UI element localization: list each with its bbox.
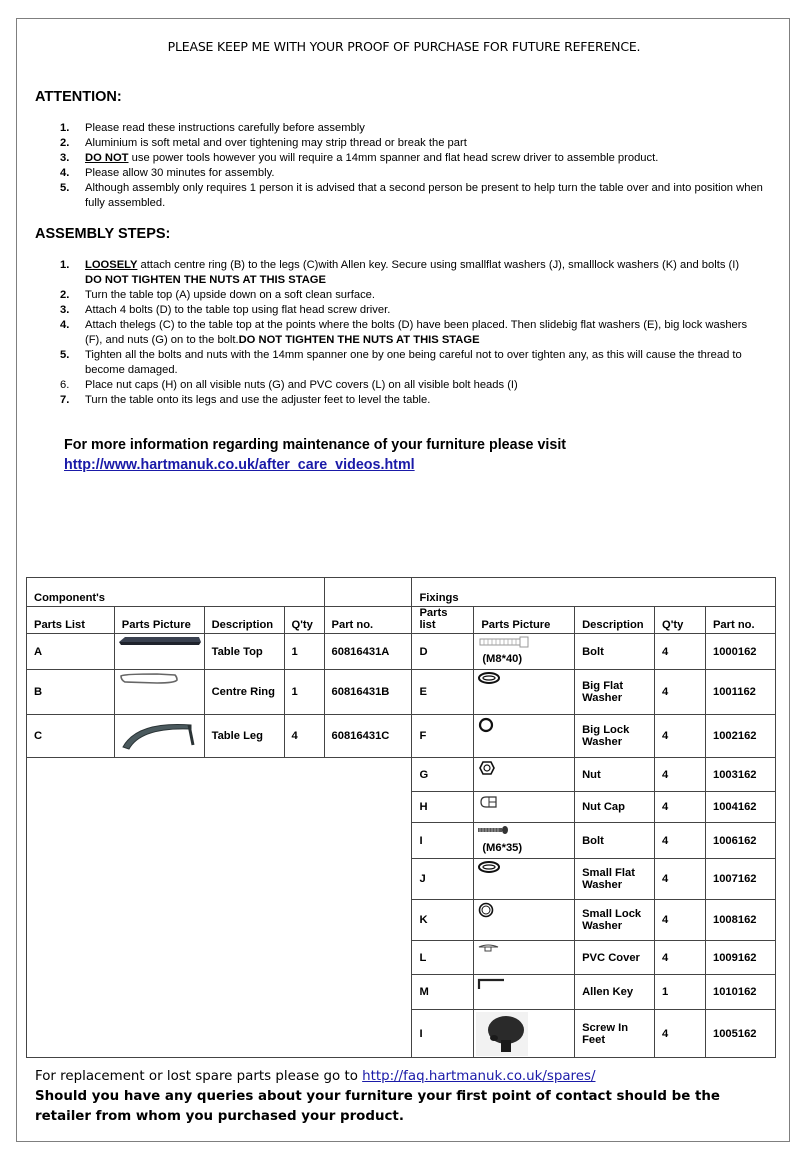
part-id: B bbox=[27, 670, 115, 715]
item-text: Please read these instructions carefully before assembly bbox=[85, 122, 365, 134]
step-number: 2. bbox=[60, 289, 70, 301]
step-text: Place nut caps (H) on all visible nuts (G) and PVC covers (L) on all visible bolt heads (I) bbox=[85, 379, 518, 391]
pvc-cover-icon bbox=[476, 943, 502, 955]
big-flat-washer-picture bbox=[474, 670, 575, 715]
fixing-id: J bbox=[412, 859, 474, 900]
bolt-icon bbox=[476, 636, 536, 648]
fixing-qty: 4 bbox=[655, 900, 706, 941]
big-lock-washer-picture bbox=[474, 715, 575, 758]
nut-icon bbox=[476, 760, 498, 778]
small-flat-washer-picture bbox=[474, 859, 575, 900]
table-row bbox=[27, 758, 776, 792]
part-id: A bbox=[27, 634, 115, 670]
fixing-qty: 4 bbox=[655, 715, 706, 758]
allen-key-icon bbox=[476, 977, 508, 991]
table-top-icon bbox=[117, 636, 203, 652]
header-parts-list: Parts list bbox=[412, 607, 474, 634]
contact-note: Should you have any queries about your furniture your first point of contact should be the retailer from whom you purchased your product. bbox=[35, 1089, 720, 1124]
attention-item bbox=[57, 151, 777, 166]
fixing-description: Nut Cap bbox=[575, 792, 655, 823]
item-number: 3. bbox=[60, 152, 70, 164]
flat-washer-icon bbox=[476, 861, 506, 875]
keep-note: PLEASE KEEP ME WITH YOUR PROOF OF PURCHASE FOR FUTURE REFERENCE. bbox=[167, 39, 641, 54]
step-number: 3. bbox=[60, 304, 70, 316]
table-row bbox=[27, 715, 776, 758]
spares-text: For replacement or lost spare parts please go to bbox=[35, 1069, 363, 1084]
part-description: Table Leg bbox=[204, 715, 284, 758]
step-text: Attach thelegs (C) to the table top at the points where the bolts (D) have been placed. Then slidebig flat washers (E), big lock washers (F), and nuts (G) on to the bolt. bbox=[85, 319, 748, 346]
assembly-step bbox=[57, 378, 767, 393]
fixing-id: E bbox=[412, 670, 474, 715]
pvc-cover-picture bbox=[474, 941, 575, 975]
fixing-id: I bbox=[412, 1010, 474, 1058]
step-number: 6. bbox=[60, 379, 70, 391]
fixing-qty: 4 bbox=[655, 670, 706, 715]
components-title: Component's bbox=[27, 578, 325, 607]
assembly-heading: ASSEMBLY STEPS: bbox=[35, 226, 171, 242]
nut-picture bbox=[474, 758, 575, 792]
fixing-qty: 4 bbox=[655, 941, 706, 975]
part-qty: 1 bbox=[284, 670, 324, 715]
maintenance-info bbox=[64, 435, 566, 475]
item-text: use power tools however you will require a 14mm spanner and flat head screw driver to assemble product. bbox=[128, 152, 659, 164]
assembly-step bbox=[57, 348, 767, 378]
header-qty: Q'ty bbox=[655, 607, 706, 634]
small-lock-washer-picture bbox=[474, 900, 575, 941]
table-leg-picture bbox=[114, 715, 204, 758]
step-number: 1. bbox=[60, 259, 70, 271]
flat-washer-icon bbox=[476, 672, 506, 686]
attention-heading: ATTENTION: bbox=[35, 89, 122, 105]
item-number: 4. bbox=[60, 167, 70, 179]
bolt-m6-picture bbox=[474, 823, 575, 859]
fixing-id: K bbox=[412, 900, 474, 941]
header-parts-picture: Parts Picture bbox=[114, 607, 204, 634]
fixing-qty: 4 bbox=[655, 859, 706, 900]
fixing-qty: 4 bbox=[655, 1010, 706, 1058]
fixing-id: M bbox=[412, 975, 474, 1010]
item-number: 2. bbox=[60, 137, 70, 149]
header-part-no: Part no. bbox=[324, 607, 412, 634]
fixing-description: PVC Cover bbox=[575, 941, 655, 975]
fixing-qty: 4 bbox=[655, 634, 706, 670]
screw-in-feet-picture bbox=[474, 1010, 575, 1058]
attention-item bbox=[57, 166, 777, 181]
bolt-m8-picture bbox=[474, 634, 575, 670]
part-description: Table Top bbox=[204, 634, 284, 670]
assembly-step bbox=[57, 288, 767, 303]
fixing-id: G bbox=[412, 758, 474, 792]
assembly-step bbox=[57, 303, 767, 318]
step-number: 4. bbox=[60, 319, 70, 331]
attention-item bbox=[57, 136, 777, 151]
fixing-description: Bolt bbox=[575, 823, 655, 859]
part-number: 60816431A bbox=[324, 634, 412, 670]
fixings-title: Fixings bbox=[412, 578, 776, 607]
assembly-step bbox=[57, 258, 767, 288]
item-number: 5. bbox=[60, 182, 70, 194]
part-number: 60816431C bbox=[324, 715, 412, 758]
after-care-link[interactable]: http://www.hartmanuk.co.uk/after_care_videos.html bbox=[64, 457, 415, 473]
bolt-size-label: (M6*35) bbox=[482, 842, 523, 854]
fixing-description: Small Lock Washer bbox=[575, 900, 655, 941]
assembly-step bbox=[57, 393, 767, 408]
fixing-description: Bolt bbox=[575, 634, 655, 670]
attention-list bbox=[57, 121, 777, 211]
header-description: Description bbox=[575, 607, 655, 634]
fixing-part-number: 1002162 bbox=[705, 715, 775, 758]
fixing-id: L bbox=[412, 941, 474, 975]
attention-item bbox=[57, 181, 777, 211]
step-text: attach centre ring (B) to the legs (C)with Allen key. Secure using smallflat washers (J), smalllock washers (K) and bolts (I) bbox=[137, 259, 740, 271]
fixing-part-number: 1010162 bbox=[705, 975, 775, 1010]
small-bolt-icon bbox=[476, 825, 516, 835]
fixing-qty: 1 bbox=[655, 975, 706, 1010]
centre-ring-icon bbox=[117, 672, 203, 690]
fixing-part-number: 1000162 bbox=[705, 634, 775, 670]
bolt-size-label: (M8*40) bbox=[482, 653, 523, 665]
fixing-description: Nut bbox=[575, 758, 655, 792]
nut-cap-picture bbox=[474, 792, 575, 823]
header-part-no: Part no. bbox=[705, 607, 775, 634]
fixing-part-number: 1005162 bbox=[705, 1010, 775, 1058]
step-warning: DO NOT TIGHTEN THE NUTS AT THIS STAGE bbox=[85, 274, 326, 286]
fixing-qty: 4 bbox=[655, 758, 706, 792]
parts-table bbox=[26, 577, 776, 1058]
fixing-id: D bbox=[412, 634, 474, 670]
header-description: Description bbox=[204, 607, 284, 634]
lock-washer-icon bbox=[476, 717, 498, 735]
fixing-part-number: 1009162 bbox=[705, 941, 775, 975]
nut-cap-icon bbox=[476, 794, 502, 810]
fixing-id: I bbox=[412, 823, 474, 859]
fixing-part-number: 1003162 bbox=[705, 758, 775, 792]
step-number: 7. bbox=[60, 394, 70, 406]
part-qty: 4 bbox=[284, 715, 324, 758]
empty-cell bbox=[324, 578, 412, 607]
part-number: 60816431B bbox=[324, 670, 412, 715]
fixing-part-number: 1004162 bbox=[705, 792, 775, 823]
part-id: C bbox=[27, 715, 115, 758]
assembly-steps bbox=[57, 258, 767, 408]
fixing-part-number: 1008162 bbox=[705, 900, 775, 941]
fixing-description: Big Flat Washer bbox=[575, 670, 655, 715]
fixing-qty: 4 bbox=[655, 823, 706, 859]
item-text: Although assembly only requires 1 person it is advised that a second person be present to help turn the table over and into position when fully assembled. bbox=[85, 182, 763, 209]
item-text: Aluminium is soft metal and over tightening may strip thread or break the part bbox=[85, 137, 467, 149]
table-top-picture bbox=[114, 634, 204, 670]
header-parts-picture: Parts Picture bbox=[474, 607, 575, 634]
step-text: Turn the table onto its legs and use the adjuster feet to level the table. bbox=[85, 394, 431, 406]
fixing-qty: 4 bbox=[655, 792, 706, 823]
lock-washer-icon bbox=[476, 902, 498, 920]
maintenance-text: For more information regarding maintenance of your furniture please visit bbox=[64, 437, 567, 453]
fixing-description: Small Flat Washer bbox=[575, 859, 655, 900]
fixing-part-number: 1006162 bbox=[705, 823, 775, 859]
part-description: Centre Ring bbox=[204, 670, 284, 715]
part-qty: 1 bbox=[284, 634, 324, 670]
item-number: 1. bbox=[60, 122, 70, 134]
fixing-description: Screw In Feet bbox=[575, 1010, 655, 1058]
header-parts-list: Parts List bbox=[27, 607, 115, 634]
item-text: Please allow 30 minutes for assembly. bbox=[85, 167, 275, 179]
empty-components-area bbox=[27, 758, 412, 1058]
step-emphasis: LOOSELY bbox=[85, 259, 138, 271]
fixing-description: Allen Key bbox=[575, 975, 655, 1010]
step-text: Turn the table top (A) upside down on a soft clean surface. bbox=[85, 289, 376, 301]
fixing-id: F bbox=[412, 715, 474, 758]
table-row bbox=[27, 634, 776, 670]
item-emphasis: DO NOT bbox=[85, 152, 129, 164]
screw-in-foot-icon bbox=[476, 1012, 536, 1056]
fixing-part-number: 1007162 bbox=[705, 859, 775, 900]
centre-ring-picture bbox=[114, 670, 204, 715]
assembly-step bbox=[57, 318, 767, 348]
step-text: Tighten all the bolts and nuts with the 14mm spanner one by one being careful not to over tighten any, as this will cause the thread to become damaged. bbox=[85, 349, 742, 376]
fixing-description: Big Lock Washer bbox=[575, 715, 655, 758]
step-number: 5. bbox=[60, 349, 70, 361]
step-warning: DO NOT TIGHTEN THE NUTS AT THIS STAGE bbox=[238, 334, 480, 346]
step-text: Attach 4 bolts (D) to the table top using flat head screw driver. bbox=[85, 304, 391, 316]
spares-link[interactable]: http://faq.hartmanuk.co.uk/spares/ bbox=[362, 1069, 596, 1084]
table-row bbox=[27, 670, 776, 715]
allen-key-picture bbox=[474, 975, 575, 1010]
fixing-part-number: 1001162 bbox=[705, 670, 775, 715]
attention-item bbox=[57, 121, 777, 136]
footer bbox=[35, 1067, 775, 1127]
fixing-id: H bbox=[412, 792, 474, 823]
header-qty: Q'ty bbox=[284, 607, 324, 634]
table-leg-icon bbox=[117, 717, 203, 753]
